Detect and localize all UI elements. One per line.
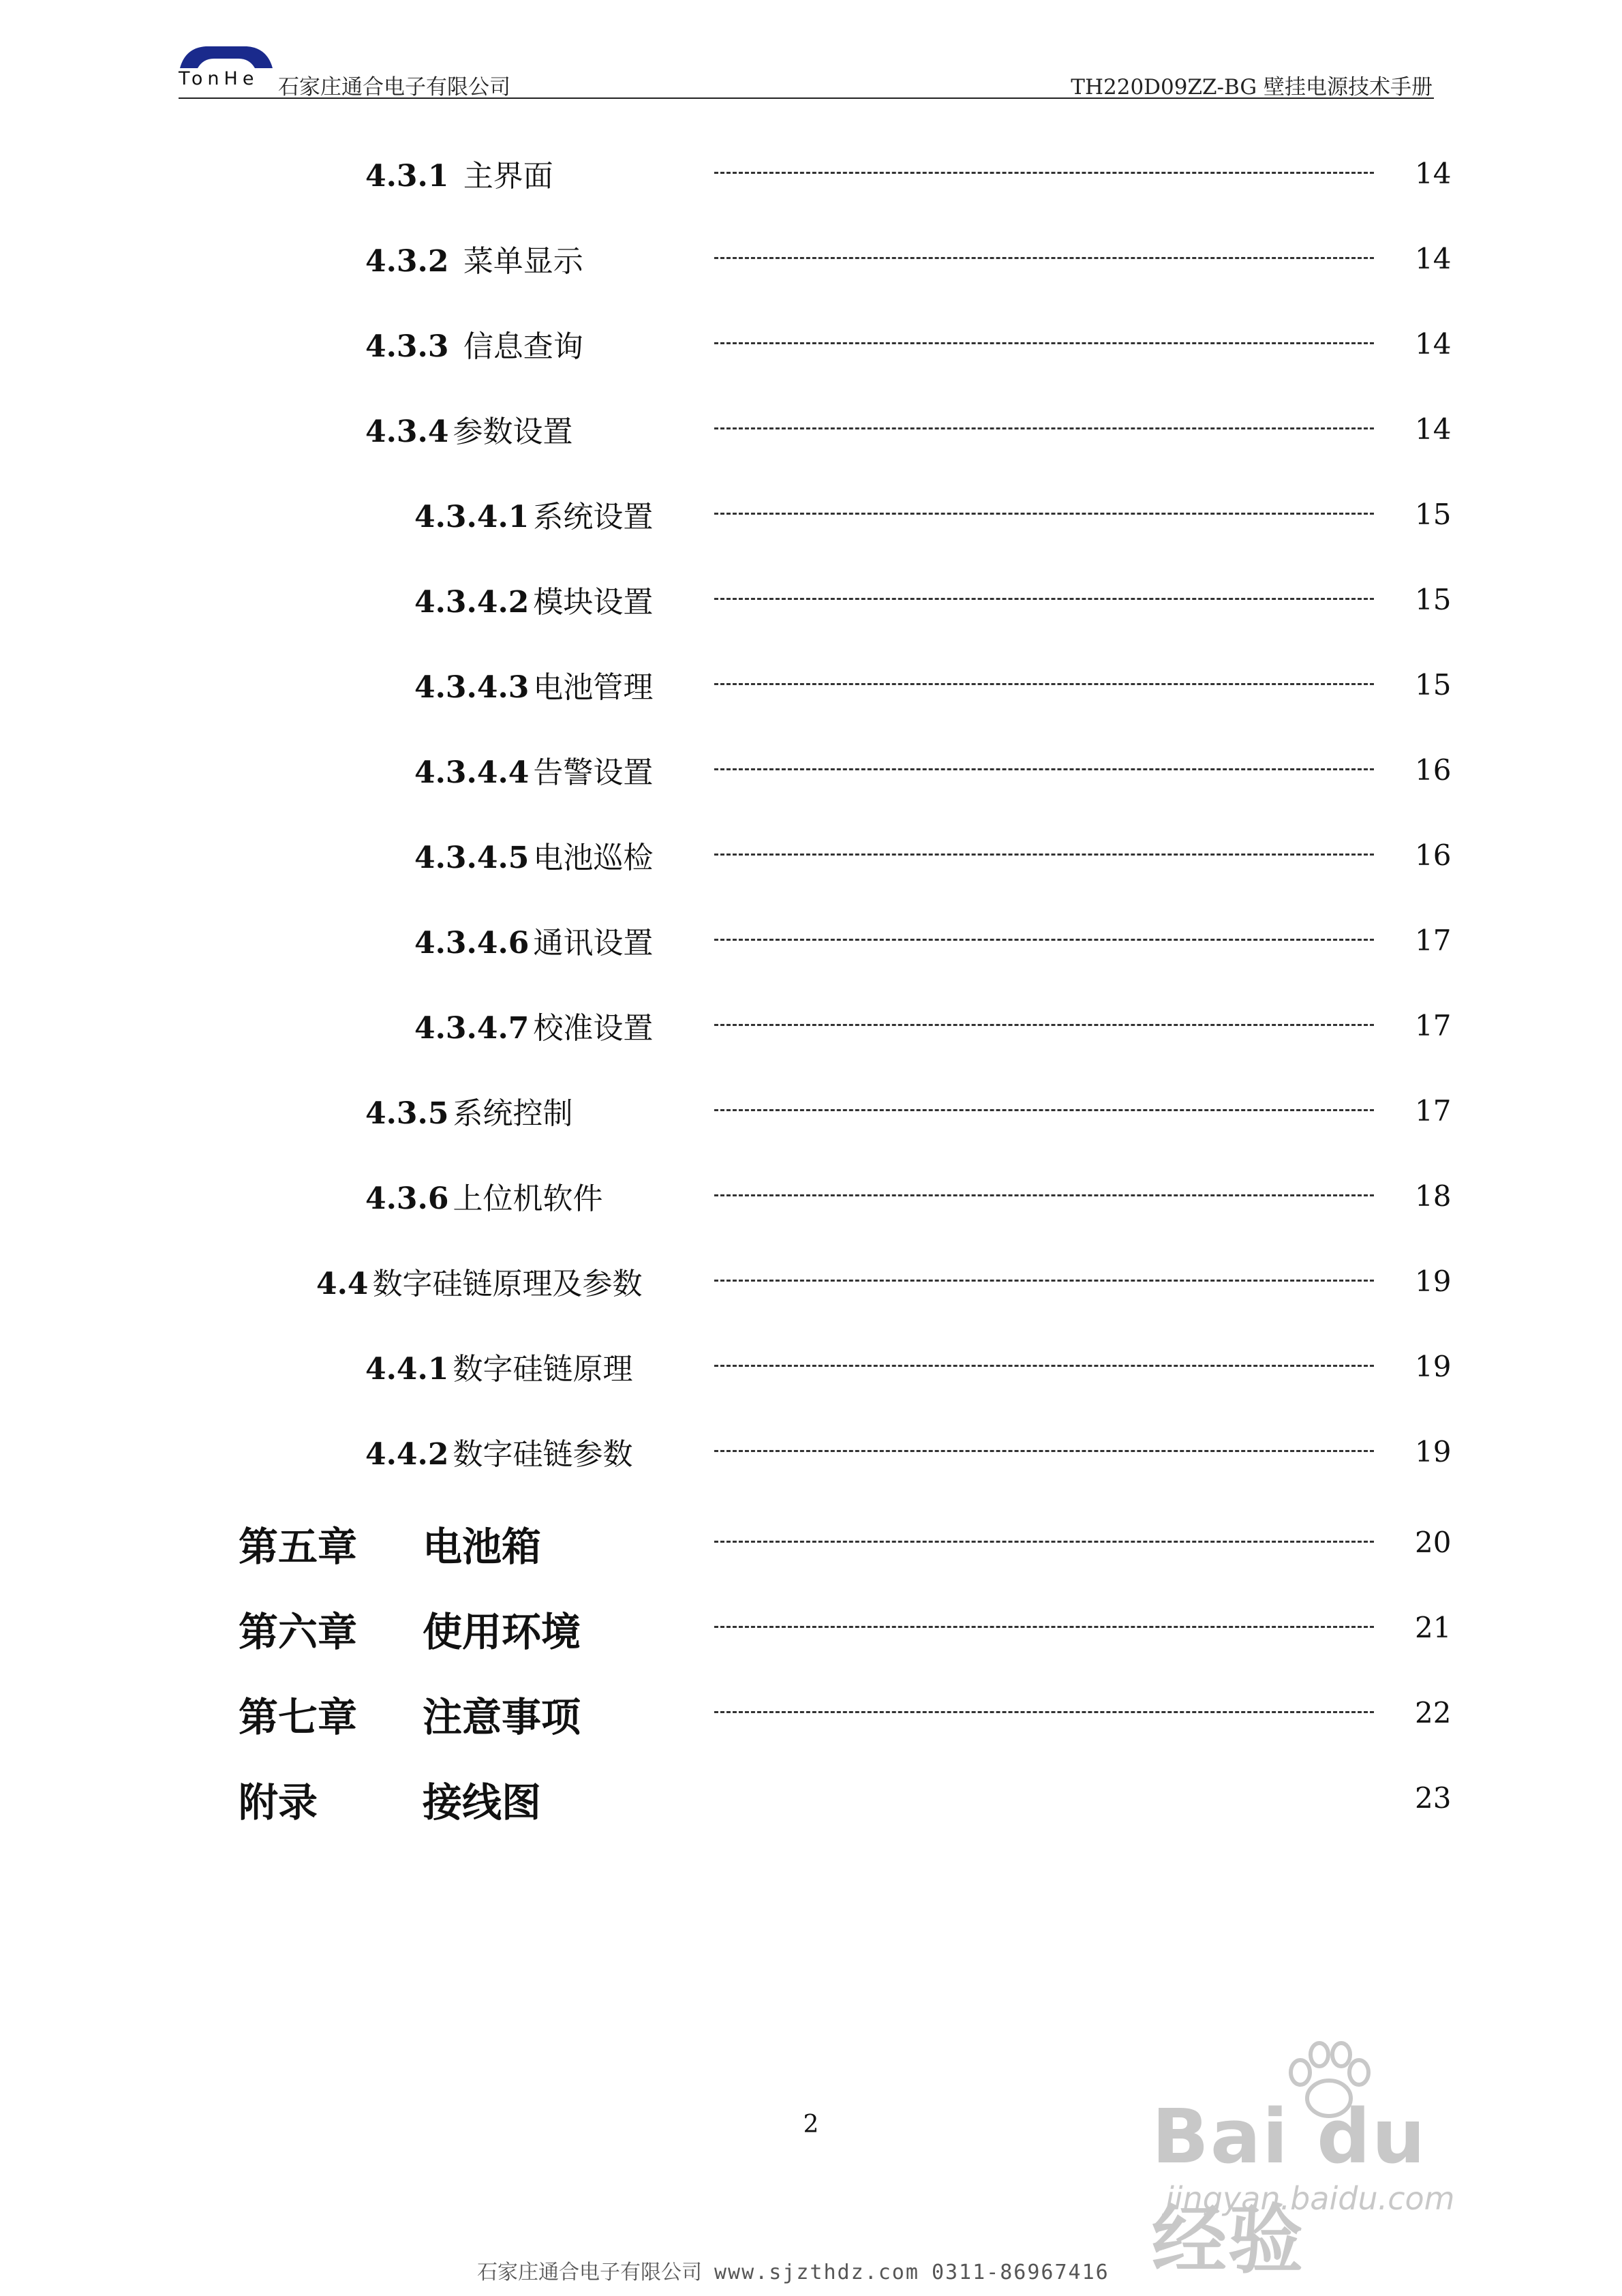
- toc-number: 4.3.5: [365, 1096, 449, 1131]
- toc-leader: [714, 427, 1374, 429]
- toc-number: 4.4.1: [365, 1352, 449, 1387]
- toc-number: 4.3.4.6: [414, 926, 530, 961]
- toc-leader: [714, 1450, 1374, 1452]
- toc-page: 17: [1415, 924, 1452, 957]
- toc-chapter-entry[interactable]: [0, 1770, 1622, 1825]
- toc-leader: [714, 1711, 1374, 1713]
- toc-page: 15: [1415, 583, 1452, 616]
- toc-number: 4.3.4: [365, 414, 449, 449]
- toc-chapter-entry[interactable]: [0, 1600, 1622, 1655]
- toc-title: 数字硅链原理及参数: [372, 1267, 643, 1301]
- toc-title: 主界面: [463, 159, 553, 194]
- toc-page: 14: [1415, 412, 1452, 446]
- toc-entry[interactable]: [0, 1174, 1622, 1222]
- toc-entry[interactable]: [0, 407, 1622, 455]
- toc-title: 通讯设置: [533, 926, 654, 961]
- toc-entry[interactable]: [0, 918, 1622, 966]
- toc-entry[interactable]: [0, 237, 1622, 284]
- toc-number: 4.3.4.1: [414, 500, 530, 534]
- toc-number: 4.3.4.4: [414, 755, 530, 790]
- chapter-number: 附录: [239, 1779, 318, 1826]
- toc-page: 16: [1415, 839, 1452, 872]
- toc-page: 20: [1415, 1526, 1452, 1559]
- toc-leader: [714, 1280, 1374, 1282]
- toc-title: 模块设置: [533, 585, 654, 620]
- toc-entry[interactable]: [0, 748, 1622, 796]
- chapter-title: 接线图: [423, 1779, 542, 1826]
- toc-entry[interactable]: [0, 663, 1622, 710]
- toc-page: 14: [1415, 242, 1452, 275]
- toc-leader: [714, 1109, 1374, 1111]
- chapter-title: 电池箱: [423, 1524, 542, 1570]
- toc-page: 23: [1415, 1781, 1452, 1815]
- toc-number: 4.3.3: [365, 329, 449, 364]
- toc-title: 系统设置: [533, 500, 654, 534]
- toc-number: 4.4.2: [365, 1437, 449, 1472]
- toc-page: 16: [1415, 753, 1452, 787]
- toc-entry[interactable]: [0, 1089, 1622, 1136]
- toc-title: 信息查询: [463, 329, 583, 364]
- toc-leader: [714, 768, 1374, 770]
- page-footer: [477, 2255, 1110, 2285]
- toc-leader: [714, 683, 1374, 685]
- toc-leader: [714, 172, 1374, 174]
- toc-number: 4.3.2: [365, 244, 449, 279]
- toc-page: 19: [1415, 1435, 1452, 1468]
- toc-number: 4.3.4.2: [414, 585, 530, 620]
- toc-entry[interactable]: [0, 577, 1622, 625]
- toc-title: 校准设置: [533, 1011, 654, 1046]
- watermark-brand: Bai du 经验: [1152, 2093, 1427, 2284]
- toc-entry[interactable]: [0, 322, 1622, 369]
- toc-page: 19: [1415, 1265, 1452, 1298]
- chapter-number: 第六章: [239, 1609, 358, 1655]
- toc-number: 4.3.6: [365, 1181, 449, 1216]
- toc-page: 14: [1415, 327, 1452, 361]
- toc-leader: [714, 939, 1374, 941]
- toc-leader: [714, 1024, 1374, 1026]
- header-company: 石家庄通合电子有限公司: [278, 75, 510, 100]
- toc-leader: [714, 1541, 1374, 1543]
- footer-company: 石家庄通合电子有限公司: [477, 2261, 702, 2284]
- toc-leader: [714, 598, 1374, 600]
- toc-entry[interactable]: [0, 1259, 1622, 1307]
- toc-number: 4.4: [316, 1267, 369, 1301]
- toc-leader: [714, 257, 1374, 259]
- toc-title: 数字硅链原理: [453, 1352, 633, 1387]
- logo-text: TonHe: [179, 68, 259, 89]
- toc-leader: [714, 1626, 1374, 1628]
- toc-entry[interactable]: [0, 1344, 1622, 1392]
- toc-leader: [714, 854, 1374, 856]
- toc-page: 19: [1415, 1350, 1452, 1383]
- toc-page: 21: [1415, 1611, 1452, 1644]
- toc-title: 菜单显示: [463, 244, 583, 279]
- toc-number: 4.3.4.7: [414, 1011, 530, 1046]
- toc-entry[interactable]: [0, 833, 1622, 881]
- footer-website[interactable]: www.sjzthdz.com: [714, 2261, 919, 2284]
- chapter-title: 注意事项: [423, 1694, 581, 1740]
- toc-entry[interactable]: [0, 1003, 1622, 1051]
- watermark-url: jingyan.baidu.com: [1165, 2180, 1455, 2217]
- header-rule: [179, 97, 1434, 99]
- toc-title: 上位机软件: [453, 1181, 603, 1216]
- toc-entry[interactable]: [0, 492, 1622, 540]
- chapter-title: 使用环境: [423, 1609, 581, 1655]
- chapter-number: 第五章: [239, 1524, 358, 1570]
- chapter-number: 第七章: [239, 1694, 358, 1740]
- toc-entry[interactable]: [0, 151, 1622, 199]
- toc-page: 15: [1415, 668, 1452, 701]
- toc-title: 参数设置: [453, 414, 573, 449]
- toc-number: 4.3.4.3: [414, 670, 530, 705]
- toc-title: 告警设置: [533, 755, 654, 790]
- toc-chapter-entry[interactable]: [0, 1685, 1622, 1740]
- toc-page: 17: [1415, 1009, 1452, 1042]
- toc-page: 22: [1415, 1696, 1452, 1729]
- toc-entry[interactable]: [0, 1430, 1622, 1477]
- toc-title: 数字硅链参数: [453, 1437, 633, 1472]
- header-doc-title: TH220D09ZZ-BG 壁挂电源技术手册: [1071, 75, 1433, 100]
- toc-page: 14: [1415, 157, 1452, 190]
- toc-leader: [714, 342, 1374, 344]
- baidu-watermark: [1152, 2038, 1506, 2284]
- toc-page: 15: [1415, 498, 1452, 531]
- toc-page: 17: [1415, 1094, 1452, 1128]
- toc-leader: [714, 1194, 1374, 1196]
- toc-leader: [714, 513, 1374, 515]
- tonhe-logo-icon: [179, 42, 274, 70]
- footer-phone: 0311-86967416: [931, 2261, 1110, 2284]
- toc-title: 系统控制: [453, 1096, 573, 1131]
- toc-page: 18: [1415, 1179, 1452, 1213]
- toc-title: 电池巡检: [533, 841, 654, 875]
- toc-chapter-entry[interactable]: [0, 1515, 1622, 1569]
- toc-title: 电池管理: [533, 670, 654, 705]
- page-number: 2: [803, 2111, 819, 2139]
- toc-number: 4.3.4.5: [414, 841, 530, 875]
- toc-leader: [714, 1365, 1374, 1367]
- toc-number: 4.3.1: [365, 159, 449, 194]
